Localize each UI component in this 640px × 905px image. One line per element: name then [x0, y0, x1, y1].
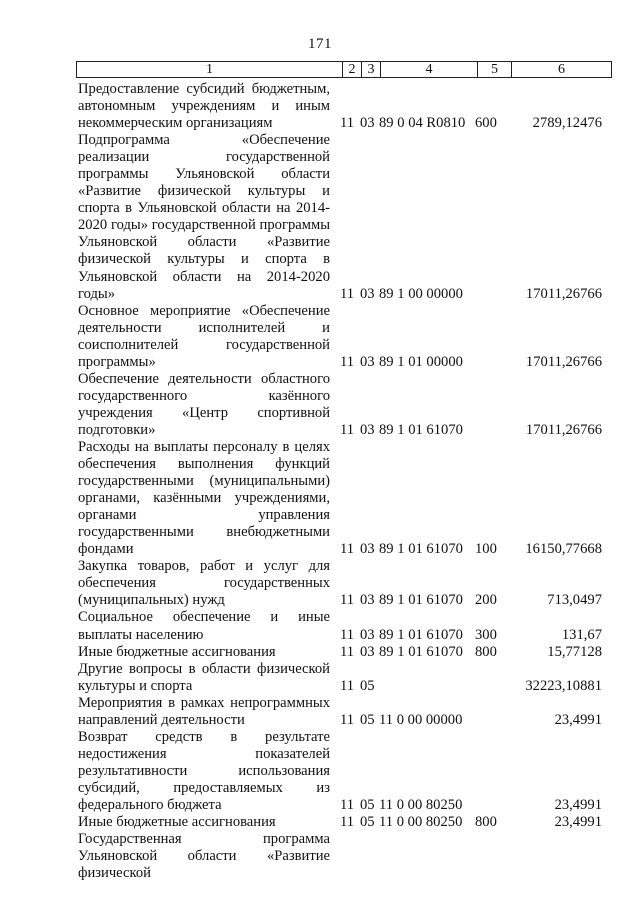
row-codes [0, 592, 640, 609]
amount: 32223,10881 [525, 677, 602, 694]
row-description: Возврат средств в результате недостижения показателей результативности использования субсидий, предоставляемых из федерального бюджета [78, 728, 330, 813]
subsection-code: 03 [360, 285, 375, 302]
row-description: Иные бюджетные ассигнования [78, 643, 276, 660]
row-codes [0, 541, 640, 558]
section-code: 11 [340, 796, 355, 813]
row-description: Иные бюджетные ассигнования [78, 814, 276, 831]
header-col-1: 1 [206, 62, 213, 77]
header-col-5: 5 [477, 62, 511, 77]
section-code: 11 [340, 541, 355, 558]
row-description: Закупка товаров, работ и услуг для обеспечения государственных (муниципальных) нужд [78, 558, 330, 609]
amount: 23,4991 [554, 796, 602, 813]
section-code: 11 [340, 643, 355, 660]
row-description: Предоставление субсидий бюджетным, автономным учреждениям и иным некоммерческим организациям [78, 81, 330, 132]
row-description: Социальное обеспечение и иные выплаты населению [78, 609, 330, 643]
row-codes [0, 814, 640, 831]
subsection-code: 03 [360, 643, 375, 660]
section-code: 11 [340, 353, 355, 370]
subsection-code: 05 [360, 711, 375, 728]
subsection-code: 03 [360, 592, 375, 609]
target-article-code: 11 0 00 00000 [379, 711, 463, 728]
expense-type-code: 600 [475, 115, 497, 132]
table-row [0, 729, 640, 814]
row-description: Расходы на выплаты персоналу в целях обеспечения выполнения функций государственными (муниципальными) органами, казёнными учреждениями, органами управления государственными внебюджетными фондами [78, 438, 330, 558]
row-description: Основное мероприятие «Обеспечение деятельности исполнителей и соисполнителей государственной программы» [78, 302, 330, 370]
expense-type-code: 200 [475, 592, 497, 609]
table-row [0, 439, 640, 558]
table-row [0, 371, 640, 439]
table-row [0, 132, 640, 302]
header-col-2: 2 [342, 62, 361, 77]
row-codes [0, 627, 640, 644]
amount: 23,4991 [554, 814, 602, 831]
section-code: 11 [340, 677, 355, 694]
table-row [0, 695, 640, 729]
section-code: 11 [340, 814, 355, 831]
expense-type-code: 800 [475, 643, 497, 660]
subsection-code: 03 [360, 541, 375, 558]
row-description: Другие вопросы в области физической культуры и спорта [78, 660, 330, 694]
row-codes [0, 797, 640, 814]
subsection-code: 05 [360, 796, 375, 813]
row-codes [0, 286, 640, 303]
table-row [0, 81, 640, 132]
target-article-code: 89 0 04 R0810 [379, 115, 466, 132]
amount: 17011,26766 [525, 353, 602, 370]
subsection-code: 03 [360, 115, 375, 132]
amount: 17011,26766 [525, 421, 602, 438]
row-description: Обеспечение деятельности областного государственного казённого учреждения «Центр спортивной подготовки» [78, 370, 330, 438]
row-codes [0, 644, 640, 661]
table-row [0, 831, 640, 882]
target-article-code: 89 1 01 61070 [379, 541, 463, 558]
expense-type-code: 100 [475, 541, 497, 558]
header-col-3: 3 [361, 62, 380, 77]
row-codes [0, 354, 640, 371]
target-article-code: 89 1 01 00000 [379, 353, 463, 370]
target-article-code: 89 1 01 61070 [379, 626, 463, 643]
table-row [0, 644, 640, 661]
subsection-code: 05 [360, 677, 375, 694]
row-description: Государственная программа Ульяновской области «Развитие физической [78, 831, 330, 882]
row-codes [0, 678, 640, 695]
row-codes [0, 712, 640, 729]
target-article-code: 89 1 01 61070 [379, 643, 463, 660]
section-code: 11 [340, 421, 355, 438]
subsection-code: 03 [360, 421, 375, 438]
row-description: Мероприятия в рамках непрограммных направлений деятельности [78, 694, 330, 728]
amount: 17011,26766 [525, 285, 602, 302]
expense-type-code: 300 [475, 626, 497, 643]
section-code: 11 [340, 285, 355, 302]
table-row [0, 558, 640, 609]
table-header [76, 61, 612, 78]
amount: 16150,77668 [525, 541, 602, 558]
row-description: Подпрограмма «Обеспечение реализации государственной программы Ульяновской области «Развитие физической культуры и спорта в Ульяновской области на 2014-2020 годы» государственной программы Ульяновской области «Развитие физической культуры и спорта в Ульяновской области на 2014-2020 годы» [78, 132, 330, 302]
target-article-code: 89 1 00 00000 [379, 285, 463, 302]
budget-table-body [0, 81, 640, 882]
table-row [0, 661, 640, 695]
amount: 2789,12476 [532, 115, 602, 132]
section-code: 11 [340, 626, 355, 643]
row-codes [0, 422, 640, 439]
table-row [0, 303, 640, 371]
header-col-4: 4 [380, 62, 477, 77]
section-code: 11 [340, 711, 355, 728]
header-col-6: 6 [511, 62, 611, 77]
subsection-code: 03 [360, 353, 375, 370]
section-code: 11 [340, 592, 355, 609]
section-code: 11 [340, 115, 355, 132]
table-row [0, 814, 640, 831]
target-article-code: 11 0 00 80250 [379, 814, 463, 831]
amount: 23,4991 [554, 711, 602, 728]
target-article-code: 89 1 01 61070 [379, 421, 463, 438]
page-number: 171 [308, 36, 332, 52]
table-row [0, 609, 640, 643]
row-codes [0, 115, 640, 132]
target-article-code: 89 1 01 61070 [379, 592, 463, 609]
amount: 713,0497 [547, 592, 602, 609]
amount: 15,77128 [547, 643, 602, 660]
subsection-code: 03 [360, 626, 375, 643]
subsection-code: 05 [360, 814, 375, 831]
amount: 131,67 [561, 626, 602, 643]
expense-type-code: 800 [475, 814, 497, 831]
target-article-code: 11 0 00 80250 [379, 796, 463, 813]
